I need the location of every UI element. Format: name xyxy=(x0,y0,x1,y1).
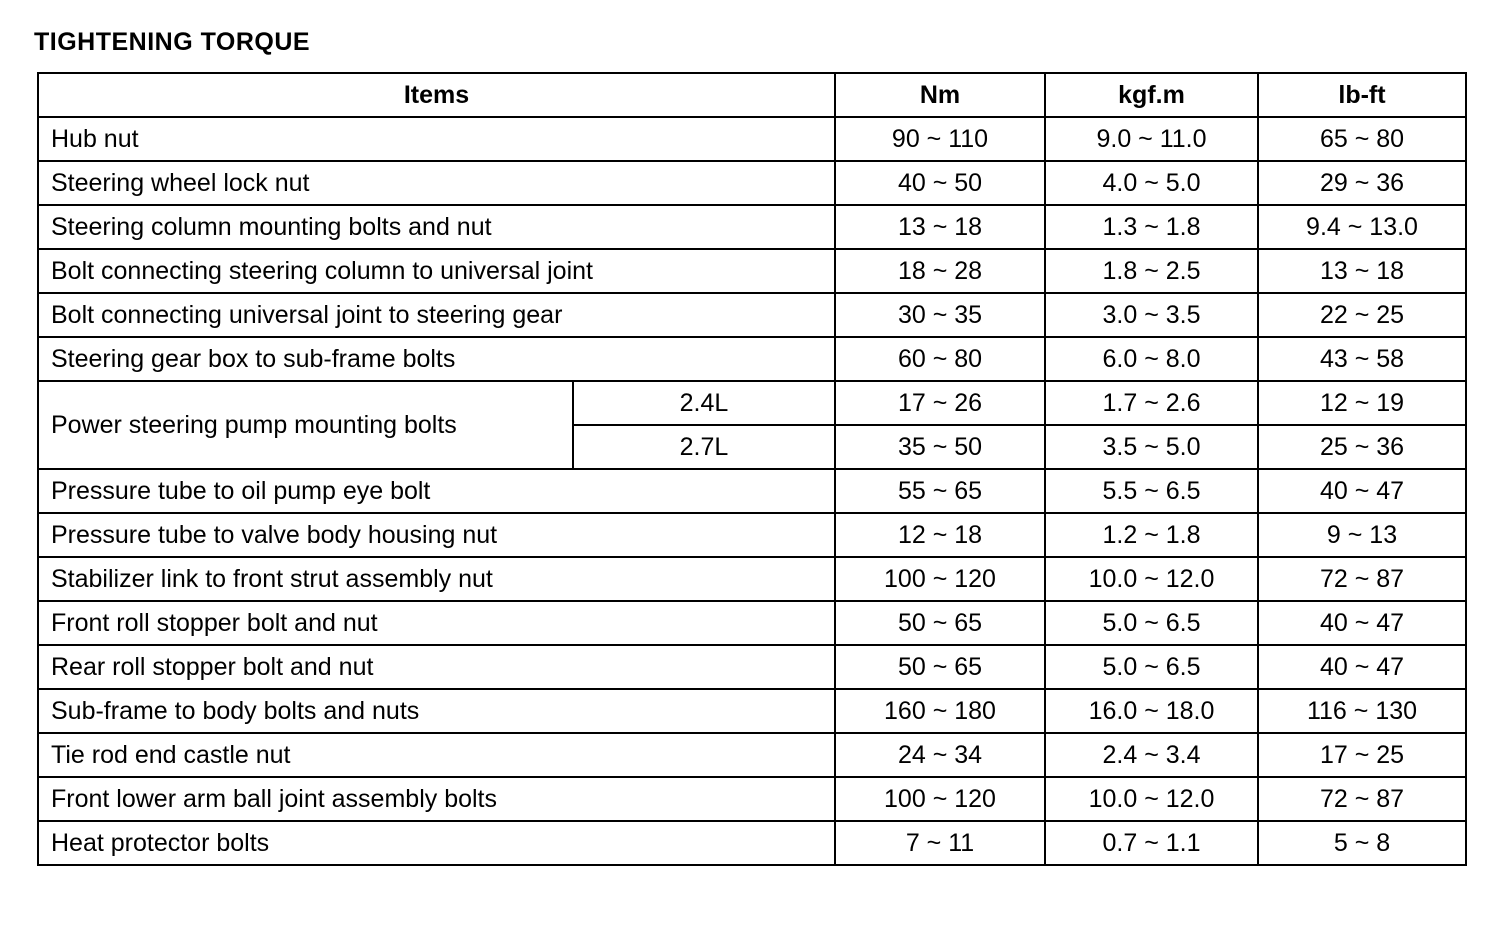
table-row xyxy=(38,293,1466,337)
header-lbft: lb-ft xyxy=(1258,73,1466,117)
table-row xyxy=(38,381,1466,425)
lbft-cell: 40 ~ 47 xyxy=(1258,601,1466,645)
header-nm: Nm xyxy=(835,73,1045,117)
table-row xyxy=(38,821,1466,865)
kgfm-cell: 3.5 ~ 5.0 xyxy=(1045,425,1258,469)
table-row xyxy=(38,161,1466,205)
table-row xyxy=(38,645,1466,689)
lbft-cell: 22 ~ 25 xyxy=(1258,293,1466,337)
item-cell: Steering wheel lock nut xyxy=(38,161,835,205)
table-row xyxy=(38,117,1466,161)
lbft-cell: 25 ~ 36 xyxy=(1258,425,1466,469)
lbft-cell: 12 ~ 19 xyxy=(1258,381,1466,425)
nm-cell: 12 ~ 18 xyxy=(835,513,1045,557)
table-row xyxy=(38,777,1466,821)
item-cell: Front lower arm ball joint assembly bolts xyxy=(38,777,835,821)
header-kgfm: kgf.m xyxy=(1045,73,1258,117)
nm-cell: 13 ~ 18 xyxy=(835,205,1045,249)
lbft-cell: 72 ~ 87 xyxy=(1258,777,1466,821)
lbft-cell: 9 ~ 13 xyxy=(1258,513,1466,557)
nm-cell: 60 ~ 80 xyxy=(835,337,1045,381)
nm-cell: 100 ~ 120 xyxy=(835,777,1045,821)
item-cell: Pressure tube to oil pump eye bolt xyxy=(38,469,835,513)
table-row xyxy=(38,557,1466,601)
table-row xyxy=(38,513,1466,557)
page-title: TIGHTENING TORQUE xyxy=(34,28,311,56)
kgfm-cell: 5.0 ~ 6.5 xyxy=(1045,601,1258,645)
item-cell: Stabilizer link to front strut assembly nut xyxy=(38,557,835,601)
kgfm-cell: 9.0 ~ 11.0 xyxy=(1045,117,1258,161)
lbft-cell: 29 ~ 36 xyxy=(1258,161,1466,205)
lbft-cell: 72 ~ 87 xyxy=(1258,557,1466,601)
torque-table xyxy=(37,72,1467,866)
lbft-cell: 5 ~ 8 xyxy=(1258,821,1466,865)
item-cell: Power steering pump mounting bolts xyxy=(38,381,573,469)
table-row xyxy=(38,205,1466,249)
nm-cell: 90 ~ 110 xyxy=(835,117,1045,161)
kgfm-cell: 3.0 ~ 3.5 xyxy=(1045,293,1258,337)
kgfm-cell: 16.0 ~ 18.0 xyxy=(1045,689,1258,733)
kgfm-cell: 0.7 ~ 1.1 xyxy=(1045,821,1258,865)
nm-cell: 160 ~ 180 xyxy=(835,689,1045,733)
nm-cell: 7 ~ 11 xyxy=(835,821,1045,865)
kgfm-cell: 2.4 ~ 3.4 xyxy=(1045,733,1258,777)
nm-cell: 18 ~ 28 xyxy=(835,249,1045,293)
table-row xyxy=(38,337,1466,381)
nm-cell: 100 ~ 120 xyxy=(835,557,1045,601)
nm-cell: 50 ~ 65 xyxy=(835,645,1045,689)
item-cell: Pressure tube to valve body housing nut xyxy=(38,513,835,557)
table-row xyxy=(38,689,1466,733)
table-row xyxy=(38,601,1466,645)
nm-cell: 55 ~ 65 xyxy=(835,469,1045,513)
kgfm-cell: 10.0 ~ 12.0 xyxy=(1045,557,1258,601)
lbft-cell: 40 ~ 47 xyxy=(1258,469,1466,513)
kgfm-cell: 1.3 ~ 1.8 xyxy=(1045,205,1258,249)
nm-cell: 17 ~ 26 xyxy=(835,381,1045,425)
table-row xyxy=(38,469,1466,513)
nm-cell: 50 ~ 65 xyxy=(835,601,1045,645)
engine-variant-cell: 2.7L xyxy=(573,425,835,469)
item-cell: Steering column mounting bolts and nut xyxy=(38,205,835,249)
item-cell: Rear roll stopper bolt and nut xyxy=(38,645,835,689)
kgfm-cell: 6.0 ~ 8.0 xyxy=(1045,337,1258,381)
item-cell: Steering gear box to sub-frame bolts xyxy=(38,337,835,381)
kgfm-cell: 10.0 ~ 12.0 xyxy=(1045,777,1258,821)
kgfm-cell: 1.8 ~ 2.5 xyxy=(1045,249,1258,293)
lbft-cell: 13 ~ 18 xyxy=(1258,249,1466,293)
table-row xyxy=(38,733,1466,777)
item-cell: Tie rod end castle nut xyxy=(38,733,835,777)
header-items: Items xyxy=(38,73,835,117)
item-cell: Hub nut xyxy=(38,117,835,161)
lbft-cell: 40 ~ 47 xyxy=(1258,645,1466,689)
nm-cell: 24 ~ 34 xyxy=(835,733,1045,777)
item-cell: Bolt connecting universal joint to steering gear xyxy=(38,293,835,337)
lbft-cell: 65 ~ 80 xyxy=(1258,117,1466,161)
lbft-cell: 43 ~ 58 xyxy=(1258,337,1466,381)
item-cell: Front roll stopper bolt and nut xyxy=(38,601,835,645)
lbft-cell: 116 ~ 130 xyxy=(1258,689,1466,733)
kgfm-cell: 1.2 ~ 1.8 xyxy=(1045,513,1258,557)
table-header-row xyxy=(38,73,1466,117)
nm-cell: 35 ~ 50 xyxy=(835,425,1045,469)
lbft-cell: 9.4 ~ 13.0 xyxy=(1258,205,1466,249)
nm-cell: 30 ~ 35 xyxy=(835,293,1045,337)
item-cell: Bolt connecting steering column to universal joint xyxy=(38,249,835,293)
table-row xyxy=(38,249,1466,293)
kgfm-cell: 5.5 ~ 6.5 xyxy=(1045,469,1258,513)
engine-variant-cell: 2.4L xyxy=(573,381,835,425)
kgfm-cell: 1.7 ~ 2.6 xyxy=(1045,381,1258,425)
kgfm-cell: 5.0 ~ 6.5 xyxy=(1045,645,1258,689)
nm-cell: 40 ~ 50 xyxy=(835,161,1045,205)
item-cell: Sub-frame to body bolts and nuts xyxy=(38,689,835,733)
kgfm-cell: 4.0 ~ 5.0 xyxy=(1045,161,1258,205)
item-cell: Heat protector bolts xyxy=(38,821,835,865)
lbft-cell: 17 ~ 25 xyxy=(1258,733,1466,777)
